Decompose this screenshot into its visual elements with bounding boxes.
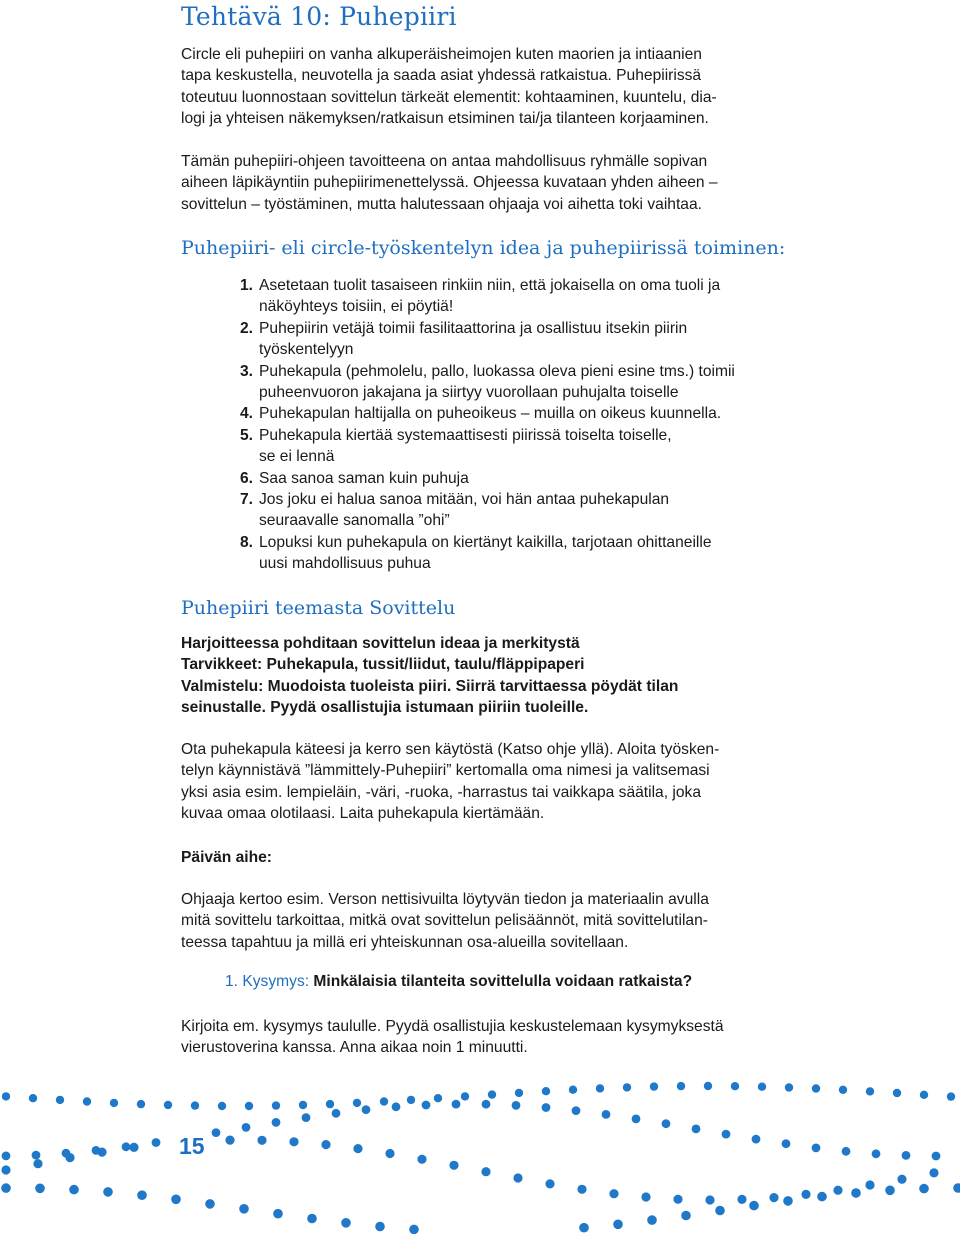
decorative-dot xyxy=(225,1136,234,1145)
bold-line: Tarvikkeet: Puhekapula, tussit/liidut, taulu/fläppipaperi xyxy=(181,656,585,674)
steps-list xyxy=(240,275,735,574)
decorative-dot xyxy=(650,1082,658,1090)
decorative-dot xyxy=(1,1183,11,1193)
page-number: 15 xyxy=(179,1133,205,1159)
decorative-dot xyxy=(692,1125,701,1134)
decorative-dot xyxy=(812,1084,820,1092)
intro-paragraph xyxy=(181,44,717,130)
step-number: 1. xyxy=(240,277,254,294)
decorative-dot xyxy=(851,1188,861,1198)
decorative-dot xyxy=(513,1173,522,1182)
step-line: Puhepiirin vetäjä toimii fasilitaattorina ja osallistuu itsekin piirin xyxy=(259,319,688,337)
step-line: Asetetaan tuolit tasaiseen rinkiin niin, että jokaisella on oma tuoli ja xyxy=(259,277,721,294)
question-label: Kysymys: xyxy=(242,973,310,990)
decorative-dot xyxy=(449,1161,458,1170)
decorative-dot xyxy=(83,1097,91,1105)
decorative-dot xyxy=(97,1148,106,1157)
decorative-dot xyxy=(452,1100,461,1109)
step-number: 2. xyxy=(240,319,254,337)
decorative-dot xyxy=(919,1184,929,1194)
decorative-dot xyxy=(596,1084,604,1092)
decorative-dot xyxy=(893,1089,901,1097)
decorative-dot xyxy=(542,1087,550,1095)
decorative-dot xyxy=(488,1090,496,1098)
decorative-dot xyxy=(152,1138,161,1147)
decorative-dot xyxy=(752,1135,761,1144)
decorative-dot xyxy=(2,1152,11,1161)
decorative-dot xyxy=(29,1094,37,1102)
decorative-dot xyxy=(920,1091,928,1099)
decorative-dot xyxy=(212,1128,221,1137)
decorative-dot xyxy=(245,1102,253,1110)
decorative-dot xyxy=(609,1189,618,1198)
decorative-dot xyxy=(577,1185,586,1194)
intro-line: toteutuu luonnostaan sovittelun tärkeät elementit: kohtaaminen, kuuntelu, dia- xyxy=(181,88,717,106)
decorative-dot xyxy=(385,1149,394,1158)
step-number: 4. xyxy=(240,405,254,423)
bold-line: seinustalle. Pyydä osallistujia istumaan piiriin tuoleille. xyxy=(181,699,589,717)
intro-line: tapa keskustella, neuvotella ja saada asiat yhdessä ratkaistua. Puhepiirissä xyxy=(181,67,702,85)
decorative-dot xyxy=(749,1201,759,1211)
decorative-dot xyxy=(409,1225,419,1234)
step-line: seuraavalle sanomalla ”ohi” xyxy=(259,512,450,530)
decorative-dot xyxy=(122,1142,131,1151)
step-line: Lopuksi kun puhekapula on kiertänyt kaikilla, tarjotaan ohittaneille xyxy=(259,533,712,551)
decorative-dot xyxy=(512,1101,521,1110)
step-line: Puhekapula kiertää systemaattisesti piirissä toiselta toiselle, xyxy=(259,426,672,444)
step-line: Puhekapulan haltijalla on puheoikeus – muilla on oikeus kuunnella. xyxy=(259,405,722,423)
step-line: se ei lennä xyxy=(259,448,335,466)
decorative-dot xyxy=(885,1186,895,1196)
decorative-dot xyxy=(2,1092,10,1100)
decorative-dot xyxy=(272,1118,281,1127)
step-line: näköyhteys toisiin, ei pöytiä! xyxy=(259,298,454,316)
step-line: uusi mahdollisuus puhua xyxy=(259,555,431,573)
instructions-bold xyxy=(181,633,678,719)
decorative-dot xyxy=(362,1105,371,1114)
decorative-dot xyxy=(482,1100,491,1109)
decorative-dot xyxy=(205,1199,215,1209)
decorative-dot xyxy=(839,1086,847,1094)
warmup-line: telyn käynnistävä ”lämmittely-Puhepiiri” kertomalla oma nimesi ja valitsemasi xyxy=(181,762,710,780)
decorative-dot xyxy=(239,1204,249,1214)
decorative-dot xyxy=(171,1195,181,1205)
step-line: Jos joku ei halua sanoa mitään, voi hän antaa puhekapulan xyxy=(259,490,670,508)
step-line: Puhekapula (pehmolelu, pallo, luokassa oleva pieni esine tms.) toimii xyxy=(259,362,735,380)
decorative-dot xyxy=(812,1144,821,1153)
warmup-paragraph xyxy=(181,739,719,825)
step-line: työskentelyyn xyxy=(259,341,354,359)
decorative-dot xyxy=(380,1097,388,1105)
step-line: puheenvuoron jakajana ja siirtyy vuorollaan puhujalta toiselle xyxy=(259,383,679,401)
decorative-dot xyxy=(515,1089,523,1097)
topic-paragraph xyxy=(181,889,709,953)
decorative-dot xyxy=(302,1113,311,1122)
decorative-dot xyxy=(673,1195,682,1204)
decorative-dot xyxy=(632,1115,641,1124)
decorative-dot xyxy=(872,1149,881,1158)
decorative-dot xyxy=(326,1100,334,1108)
section-heading-idea: Puhepiiri- eli circle-työskentelyn idea ja puhepiirissä toiminen: xyxy=(181,237,786,259)
intro-line: Circle eli puhepiiri on vanha alkuperäisheimojen kuten maorien ja intiaanien xyxy=(181,46,702,63)
decorative-dot xyxy=(375,1222,385,1232)
decorative-dot xyxy=(434,1094,442,1102)
decorative-dot xyxy=(1,1165,10,1174)
topic-line: mitä sovittelu tarkoittaa, mitkä ovat sovittelun pelisäännöt, mitä sovittelutilan- xyxy=(181,912,708,930)
decorative-dot xyxy=(56,1096,64,1104)
question-line xyxy=(225,971,692,992)
decorative-dot xyxy=(332,1109,341,1118)
decorative-dot xyxy=(417,1155,426,1164)
step-number: 3. xyxy=(240,362,254,380)
topic-label: Päivän aihe: xyxy=(181,849,273,866)
list-item xyxy=(240,489,735,532)
decorative-dot xyxy=(164,1101,172,1109)
decorative-dot xyxy=(833,1186,842,1195)
decorative-dot xyxy=(407,1096,415,1104)
decorative-dot xyxy=(110,1099,118,1107)
decorative-dot xyxy=(579,1223,589,1233)
decorative-dot xyxy=(662,1119,671,1128)
decorative-dot xyxy=(218,1102,226,1110)
decorative-dot xyxy=(191,1101,199,1109)
warmup-line: kuvaa omaa olotilaasi. Laita puhekapula kiertämään. xyxy=(181,805,545,823)
decorative-dot xyxy=(947,1092,955,1100)
decorative-dot xyxy=(677,1082,685,1090)
warmup-line: yksi asia esim. lempieläin, -väri, -ruoka, -harrastus tai vaikkapa säätila, joka xyxy=(181,783,701,801)
decorative-dot xyxy=(737,1195,746,1204)
decorative-dot xyxy=(641,1192,650,1201)
decorative-dot xyxy=(299,1101,307,1109)
closing-paragraph xyxy=(181,1016,724,1059)
question-text: Minkälaisia tilanteita sovittelulla voidaan ratkaista? xyxy=(313,973,693,990)
step-number: 8. xyxy=(240,533,254,551)
closing-line: vierustoverina kanssa. Anna aikaa noin 1 minuutti. xyxy=(181,1039,528,1057)
decorative-dot xyxy=(817,1192,827,1202)
step-line: Saa sanoa saman kuin puhuja xyxy=(259,469,469,487)
decorative-dot xyxy=(929,1168,938,1177)
goal-line: Tämän puhepiiri-ohjeen tavoitteena on antaa mahdollisuus ryhmälle sopivan xyxy=(181,153,708,170)
decorative-dot xyxy=(129,1143,138,1152)
decorative-dot xyxy=(783,1196,793,1206)
bold-line: Harjoitteessa pohditaan sovittelun ideaa ja merkitystä xyxy=(181,635,580,652)
decorative-dot xyxy=(866,1087,874,1095)
decorative-dot xyxy=(33,1159,42,1168)
decorative-dot xyxy=(103,1187,113,1197)
bold-line: Valmistelu: Muodoista tuoleista piiri. Siirrä tarvittaessa pöydät tilan xyxy=(181,677,679,695)
decorative-dot xyxy=(257,1136,266,1145)
decorative-dot xyxy=(353,1099,361,1107)
decorative-dot xyxy=(289,1137,298,1146)
decorative-dot xyxy=(715,1206,725,1216)
decorative-dot xyxy=(137,1190,147,1200)
goal-line: aiheen läpikäyntiin puhepiirimenettelyssä. Ohjeessa kuvataan yhden aiheen – xyxy=(181,174,718,192)
step-number: 5. xyxy=(240,426,254,444)
decorative-dot xyxy=(785,1083,793,1091)
decorative-dot xyxy=(647,1215,657,1225)
section-heading-theme: Puhepiiri teemasta Sovittelu xyxy=(181,597,456,619)
topic-line: teessa tapahtuu ja millä eri yhteiskunnan osa-alueilla sovitellaan. xyxy=(181,933,629,951)
decorative-dot xyxy=(865,1180,874,1189)
decorative-dot xyxy=(769,1193,778,1202)
decorative-dot xyxy=(481,1167,490,1176)
decorative-dot xyxy=(704,1082,712,1090)
decorative-dot xyxy=(242,1123,251,1132)
decorative-dot xyxy=(32,1151,41,1160)
step-number: 7. xyxy=(240,490,254,508)
decorative-dot-pattern xyxy=(0,1060,960,1234)
list-item xyxy=(240,425,735,468)
question-number: 1. xyxy=(225,973,239,990)
decorative-dot xyxy=(613,1220,623,1230)
closing-line: Kirjoita em. kysymys taululle. Pyydä osallistujia keskustelemaan kysymyksestä xyxy=(181,1018,724,1035)
decorative-dot xyxy=(731,1082,739,1090)
list-item xyxy=(240,275,735,318)
decorative-dot xyxy=(272,1101,280,1109)
decorative-dot xyxy=(35,1184,45,1194)
decorative-dot xyxy=(953,1183,960,1193)
decorative-dot xyxy=(782,1139,791,1148)
intro-line: logi ja yhteisen näkemyksen/ratkaisun etsiminen tai/ja tilanteen korjaaminen. xyxy=(181,110,709,128)
decorative-dot xyxy=(353,1144,362,1153)
decorative-dot xyxy=(273,1209,283,1219)
decorative-dot xyxy=(69,1185,79,1195)
warmup-line: Ota puhekapula käteesi ja kerro sen käytöstä (Katso ohje yllä). Aloita työsken- xyxy=(181,741,720,758)
decorative-dot xyxy=(758,1083,766,1091)
decorative-dot xyxy=(932,1152,941,1161)
decorative-dot xyxy=(65,1153,74,1162)
topic-label-paragraph xyxy=(181,847,272,868)
decorative-dot xyxy=(461,1092,469,1100)
decorative-dot xyxy=(602,1110,611,1119)
list-item xyxy=(240,318,735,361)
decorative-dot xyxy=(392,1102,401,1111)
decorative-dot xyxy=(623,1083,631,1091)
decorative-dot xyxy=(307,1214,317,1224)
decorative-dot xyxy=(902,1151,911,1160)
page-title: Tehtävä 10: Puhepiiri xyxy=(181,2,457,31)
decorative-dot xyxy=(542,1103,551,1112)
decorative-dot xyxy=(137,1100,145,1108)
decorative-dot xyxy=(722,1130,731,1139)
step-number: 6. xyxy=(240,469,254,487)
decorative-dot xyxy=(422,1101,431,1110)
decorative-dot xyxy=(897,1175,906,1184)
decorative-dot xyxy=(842,1147,851,1156)
decorative-dot xyxy=(321,1140,330,1149)
list-item xyxy=(240,468,735,489)
decorative-dot xyxy=(801,1190,810,1199)
decorative-dot xyxy=(569,1086,577,1094)
list-item xyxy=(240,403,735,424)
topic-line: Ohjaaja kertoo esim. Verson nettisivuilta löytyvän tiedon ja materiaalin avulla xyxy=(181,891,709,908)
decorative-dot xyxy=(705,1195,714,1204)
decorative-dot xyxy=(341,1218,351,1228)
decorative-dot xyxy=(545,1179,554,1188)
goal-paragraph xyxy=(181,151,718,215)
decorative-dot xyxy=(681,1211,691,1221)
list-item xyxy=(240,532,735,575)
goal-line: sovittelun – työstäminen, mutta halutessaan ohjaaja voi aihetta toki vaihtaa. xyxy=(181,195,702,213)
decorative-dot xyxy=(572,1106,581,1115)
list-item xyxy=(240,361,735,404)
